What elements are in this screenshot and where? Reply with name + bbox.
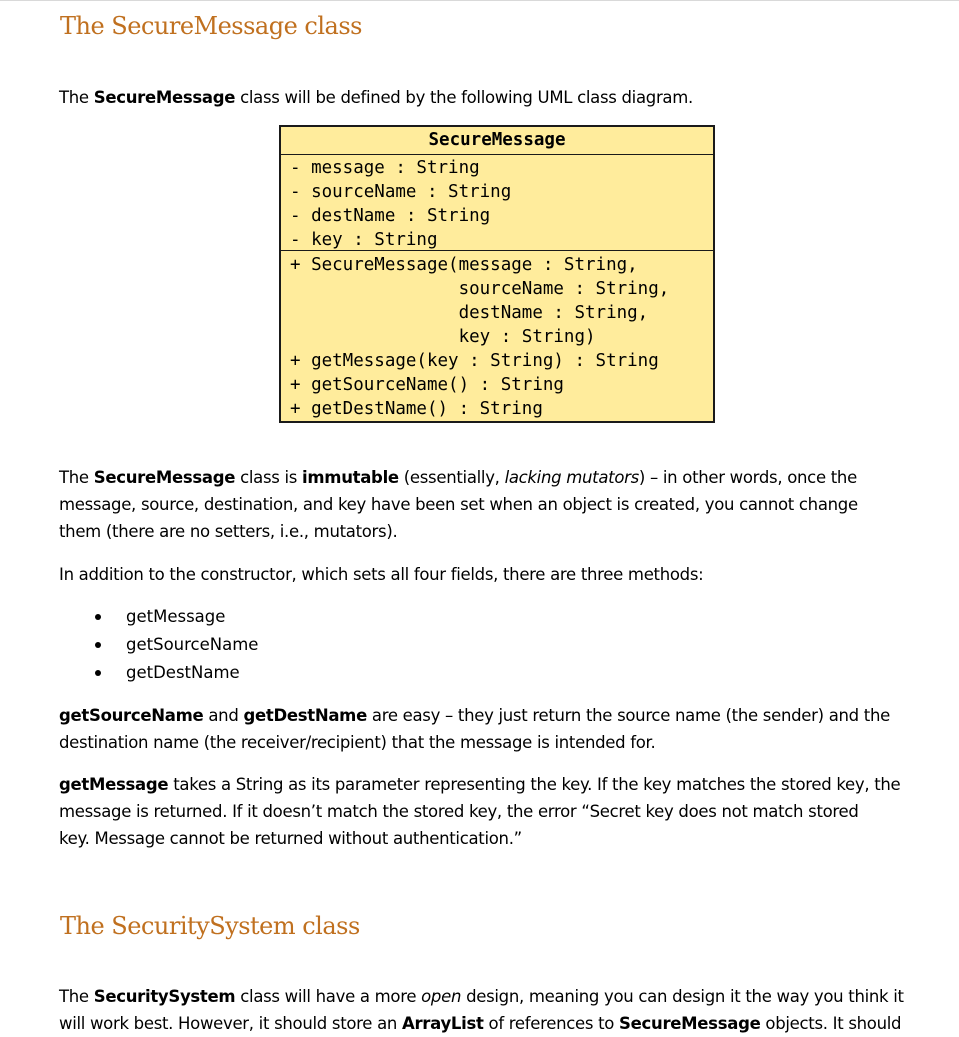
uml-field: - destName : String (290, 206, 491, 226)
immutable-paragraph-line-1: The SecureMessage class is immutable (essentially, lacking mutators) – in other words, once the (59, 468, 857, 487)
section-heading-securemessage: The SecureMessage class (60, 12, 362, 40)
uml-divider (281, 154, 713, 155)
uml-divider (281, 250, 713, 251)
security-paragraph-line-2: will work best. However, it should store an ArrayList of references to SecureMessage objects. It should (59, 1014, 902, 1033)
immutable-paragraph-line-2: message, source, destination, and key have been set when an object is created, you cannot change (59, 495, 858, 514)
uml-class-diagram (279, 125, 715, 423)
security-paragraph-line-1: The SecuritySystem class will have a more open design, meaning you can design it the way you think it (59, 987, 904, 1006)
getmessage-paragraph-line-1: getMessage takes a String as its parameter representing the key. If the key matches the stored key, the (59, 775, 901, 794)
bullet-icon (95, 614, 101, 620)
bullet-icon (95, 642, 101, 648)
page-top-border (0, 0, 959, 1)
uml-method: + getSourceName() : String (290, 375, 564, 395)
easy-paragraph-line-2: destination name (the receiver/recipient) that the message is intended for. (59, 733, 656, 752)
uml-class-name: SecureMessage (428, 130, 566, 150)
getmessage-paragraph-line-3: key. Message cannot be returned without authentication.” (59, 829, 522, 848)
immutable-paragraph-line-3: them (there are no setters, i.e., mutators). (59, 522, 398, 541)
addition-paragraph: In addition to the constructor, which sets all four fields, there are three methods: (59, 565, 704, 584)
section-heading-securitysystem: The SecuritySystem class (60, 912, 360, 940)
uml-method: key : String) (290, 327, 596, 347)
uml-method: + getMessage(key : String) : String (290, 351, 659, 371)
uml-field: - sourceName : String (290, 182, 512, 202)
uml-field: - key : String (290, 230, 438, 250)
bullet-icon (95, 670, 101, 676)
uml-method: + SecureMessage(message : String, (290, 255, 638, 275)
uml-field: - message : String (290, 158, 480, 178)
easy-paragraph-line-1: getSourceName and getDestName are easy – they just return the source name (the sender) and the (59, 706, 890, 725)
getmessage-paragraph-line-2: message is returned. If it doesn’t match the stored key, the error “Secret key does not match stored (59, 802, 859, 821)
intro-paragraph: The SecureMessage class will be defined by the following UML class diagram. (59, 88, 693, 107)
uml-method: destName : String, (290, 303, 649, 323)
uml-method: + getDestName() : String (290, 399, 543, 419)
uml-method: sourceName : String, (290, 279, 670, 299)
